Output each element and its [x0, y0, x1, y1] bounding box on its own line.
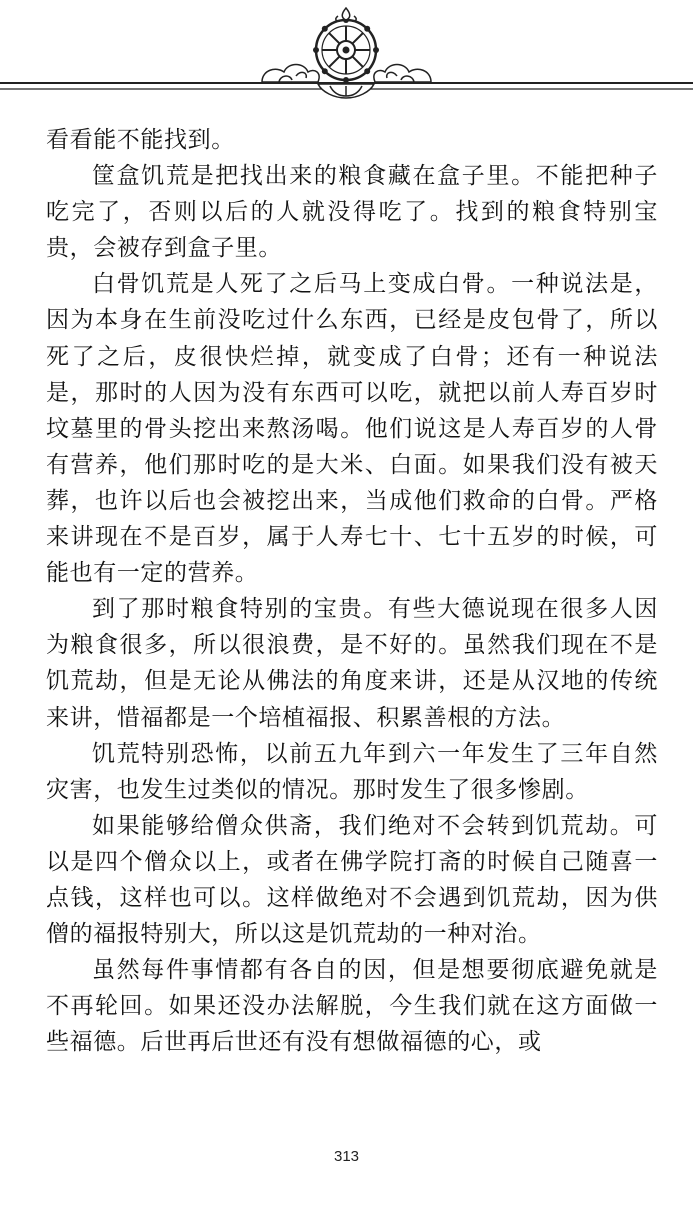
paragraph: 白骨饥荒是人死了之后马上变成白骨。一种说法是，因为本身在生前没吃过什么东西，已经是皮包骨了，所以死了之后，皮很快烂掉，就变成了白骨；还有一种说法是，那时的人因为没有东西可以吃，就把以前人寿百岁时坟墓里的骨头挖出来熬汤喝。他们说这是人寿百岁的人骨有营养，他们那时吃的是大米、白面。如果我们没有被天葬，也许以后也会被挖出来，当成他们救命的白骨。严格来讲现在不是百岁，属于人寿七十、七十五岁的时候，可能也有一定的营养。 — [46, 271, 658, 587]
page-header-ornament — [0, 0, 693, 110]
paragraph: 筐盒饥荒是把找出来的粮食藏在盒子里。不能把种子吃完了，否则以后的人就没得吃了。找到的粮食特别宝贵，会被存到盒子里。 — [46, 163, 658, 262]
paragraph: 到了那时粮食特别的宝贵。有些大德说现在很多人因为粮食很多，所以很浪费，是不好的。虽然我们现在不是饥荒劫，但是无论从佛法的角度来讲，还是从汉地的传统来讲，惜福都是一个培植福报、积累善根的方法。 — [46, 596, 658, 731]
paragraph: 看看能不能找到。 — [46, 127, 235, 153]
body-text — [46, 122, 658, 1060]
paragraph: 饥荒特别恐怖，以前五九年到六一年发生了三年自然灾害，也发生过类似的情况。那时发生了很多惨剧。 — [46, 740, 658, 803]
paragraph: 虽然每件事情都有各自的因，但是想要彻底避免就是不再轮回。如果还没办法解脱，今生我们就在这方面做一些福德。后世再后世还有没有想做福德的心，或 — [46, 957, 658, 1056]
paragraph: 如果能够给僧众供斋，我们绝对不会转到饥荒劫。可以是四个僧众以上，或者在佛学院打斋的时候自己随喜一点钱，这样也可以。这样做绝对不会遇到饥荒劫，因为供僧的福报特别大，所以这是饥荒劫的一种对治。 — [46, 812, 658, 948]
dharma-wheel-icon — [0, 0, 693, 110]
page-number: 313 — [333, 1148, 360, 1165]
